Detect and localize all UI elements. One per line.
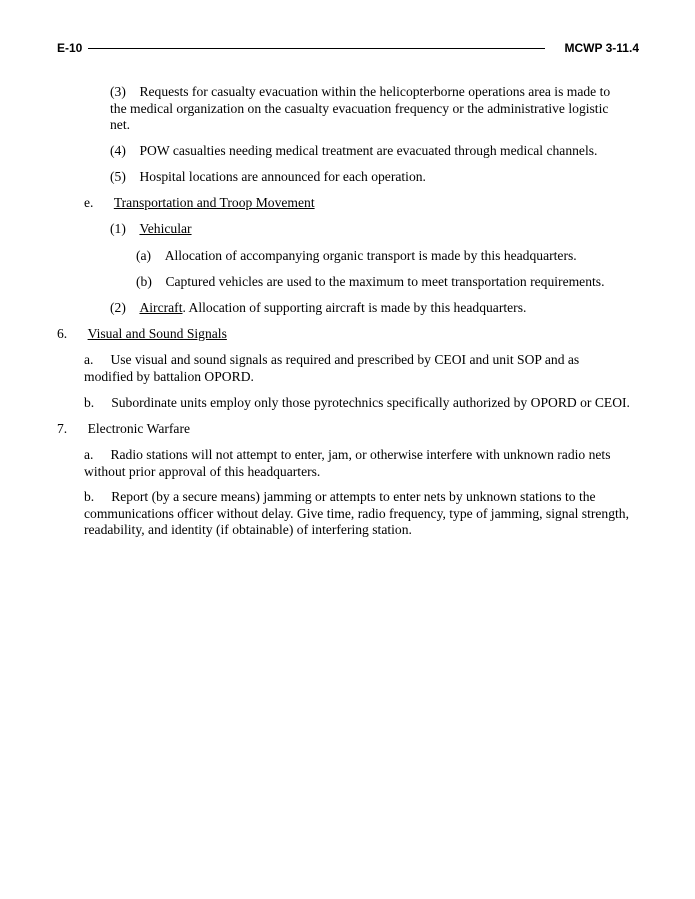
subsection-e1-heading xyxy=(110,221,640,238)
paragraph-e1b xyxy=(136,274,636,291)
page-number: E-10 xyxy=(57,41,83,55)
section-number: 6. xyxy=(57,326,68,341)
paragraph-marker: b. xyxy=(84,489,95,504)
subsection-title: Vehicular xyxy=(139,221,192,236)
paragraph-text: Requests for casualty evacuation within the helicopterborne operations area is made to the medical organization on the casualty evacuation frequency or the administrative logistic net. xyxy=(110,84,611,132)
paragraph-marker: (1) xyxy=(110,221,126,236)
paragraph-d5 xyxy=(110,169,640,186)
paragraph-e1a xyxy=(136,248,636,265)
paragraph-marker: (b) xyxy=(136,274,152,289)
paragraph-marker: e. xyxy=(84,195,94,210)
paragraph-e2 xyxy=(110,300,640,317)
paragraph-text: Allocation of accompanying organic transport is made by this headquarters. xyxy=(164,248,577,263)
paragraph-d3 xyxy=(110,84,630,134)
paragraph-marker: (2) xyxy=(110,300,126,315)
publication-title: MCWP 3-11.4 xyxy=(564,41,639,55)
page-header xyxy=(57,40,639,58)
subsection-title: Transportation and Troop Movement xyxy=(113,195,315,210)
header-rule xyxy=(88,48,545,49)
paragraph-6b xyxy=(84,395,644,412)
section-7-heading xyxy=(57,421,637,438)
paragraph-6a xyxy=(84,352,624,385)
paragraph-7a xyxy=(84,447,629,480)
section-title: Visual and Sound Signals xyxy=(87,326,227,341)
paragraph-marker: (a) xyxy=(136,248,152,263)
section-number: 7. xyxy=(57,421,68,436)
paragraph-marker: b. xyxy=(84,395,95,410)
paragraph-marker: (4) xyxy=(110,143,126,158)
section-title: Electronic Warfare xyxy=(87,421,191,436)
subsection-title: Aircraft xyxy=(139,300,183,315)
paragraph-text: Use visual and sound signals as required and prescribed by CEOI and unit SOP and as modified by battalion OPORD. xyxy=(84,352,580,384)
paragraph-marker: (5) xyxy=(110,169,126,184)
paragraph-text: Captured vehicles are used to the maximum to meet transportation requirements. xyxy=(165,274,605,289)
paragraph-d4 xyxy=(110,143,640,160)
paragraph-text: Report (by a secure means) jamming or attempts to enter nets by unknown stations to the communications officer without delay. Give time, radio frequency, type of jamming, signal strength, readability, and identity (if obtainable) of interfering station. xyxy=(84,489,629,537)
paragraph-text: . Allocation of supporting aircraft is made by this headquarters. xyxy=(182,300,527,315)
paragraph-7b xyxy=(84,489,644,539)
paragraph-text: Hospital locations are announced for each operation. xyxy=(139,169,426,184)
subsection-e-heading xyxy=(84,195,644,212)
paragraph-marker: a. xyxy=(84,447,94,462)
section-6-heading xyxy=(57,326,637,343)
paragraph-text: Radio stations will not attempt to enter, jam, or otherwise interfere with unknown radio nets without prior approval of this headquarters. xyxy=(84,447,611,479)
paragraph-text: POW casualties needing medical treatment are evacuated through medical channels. xyxy=(139,143,598,158)
paragraph-marker: (3) xyxy=(110,84,126,99)
paragraph-marker: a. xyxy=(84,352,94,367)
paragraph-text: Subordinate units employ only those pyrotechnics specifically authorized by OPORD or CEOI. xyxy=(111,395,630,410)
